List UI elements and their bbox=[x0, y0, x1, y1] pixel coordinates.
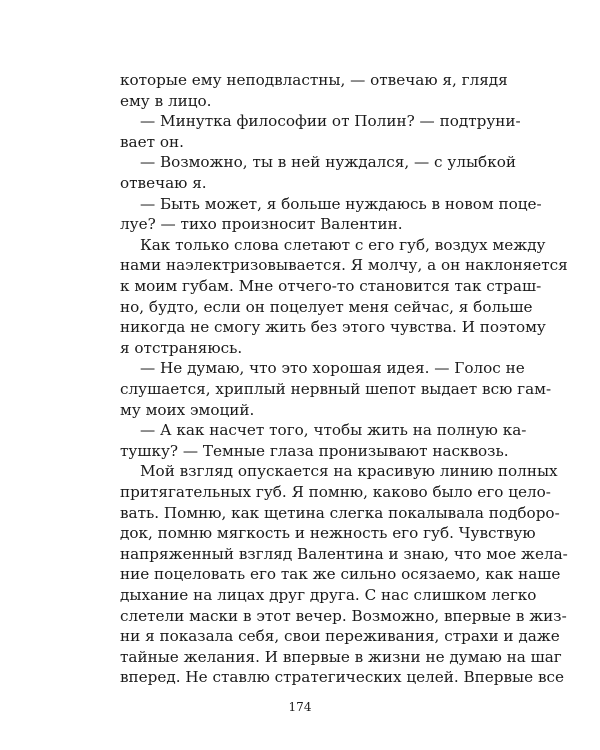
text-line: — А как насчет того, чтобы жить на полную ка- bbox=[140, 421, 527, 440]
page-number: 174 bbox=[288, 700, 312, 714]
text-line: Мой взгляд опускается на красивую линию полных bbox=[140, 462, 558, 481]
text-line: док, помню мягкость и нежность его губ. Чувствую bbox=[120, 524, 536, 543]
text-line: слетели маски в этот вечер. Возможно, впервые в жиз- bbox=[120, 606, 567, 625]
text-line: тушку? — Темные глаза пронизывают насквозь. bbox=[120, 441, 509, 460]
text-line: — Быть может, я больше нуждаюсь в новом поце- bbox=[140, 194, 542, 213]
text-line: но, будто, если он поцелует меня сейчас, я больше bbox=[120, 297, 533, 316]
text-line: ние поцеловать его так же сильно осязаемо, как наше bbox=[120, 565, 561, 584]
text-line: ни я показала себя, свои переживания, страхи и даже bbox=[120, 627, 560, 646]
text-line: луе? — тихо произносит Валентин. bbox=[120, 215, 403, 234]
text-line: отвечаю я. bbox=[120, 174, 207, 192]
text-line: напряженный взгляд Валентина и знаю, что мое жела- bbox=[120, 544, 568, 563]
text-line: притягательных губ. Я помню, каково было его цело- bbox=[120, 483, 551, 501]
text-line: никогда не смогу жить без этого чувства. И поэтому bbox=[120, 318, 546, 337]
text-line: нами наэлектризовывается. Я молчу, а он наклоняется bbox=[120, 256, 568, 275]
text-line: — Минутка философии от Полин? — подтруни- bbox=[140, 112, 521, 131]
text-line: тайные желания. И впервые в жизни не думаю на шаг bbox=[120, 647, 562, 666]
text-line: вперед. Не ставлю стратегических целей. Впервые все bbox=[120, 668, 565, 687]
text-line: которые ему неподвластны, — отвечаю я, глядя bbox=[120, 71, 508, 89]
text-line: Как только слова слетают с его губ, воздух между bbox=[140, 235, 546, 254]
text-line: — Не думаю, что это хорошая идея. — Голос не bbox=[140, 359, 525, 378]
text-line: к моим губам. Мне отчего-то становится так страш- bbox=[120, 277, 542, 295]
text-line: дыхание на лицах друг друга. С нас слишком легко bbox=[120, 586, 537, 604]
text-line: слушается, хриплый нервный шепот выдает всю гам- bbox=[120, 380, 552, 398]
text-line: ему в лицо. bbox=[120, 91, 212, 110]
text-line: вает он. bbox=[120, 132, 184, 151]
text-line: му моих эмоций. bbox=[120, 400, 255, 419]
text-line: вать. Помню, как щетина слегка покалывала подборо- bbox=[120, 503, 560, 522]
text-line: я отстраняюсь. bbox=[120, 338, 243, 357]
text-line: — Возможно, ты в ней нуждался, — с улыбкой bbox=[140, 153, 516, 172]
